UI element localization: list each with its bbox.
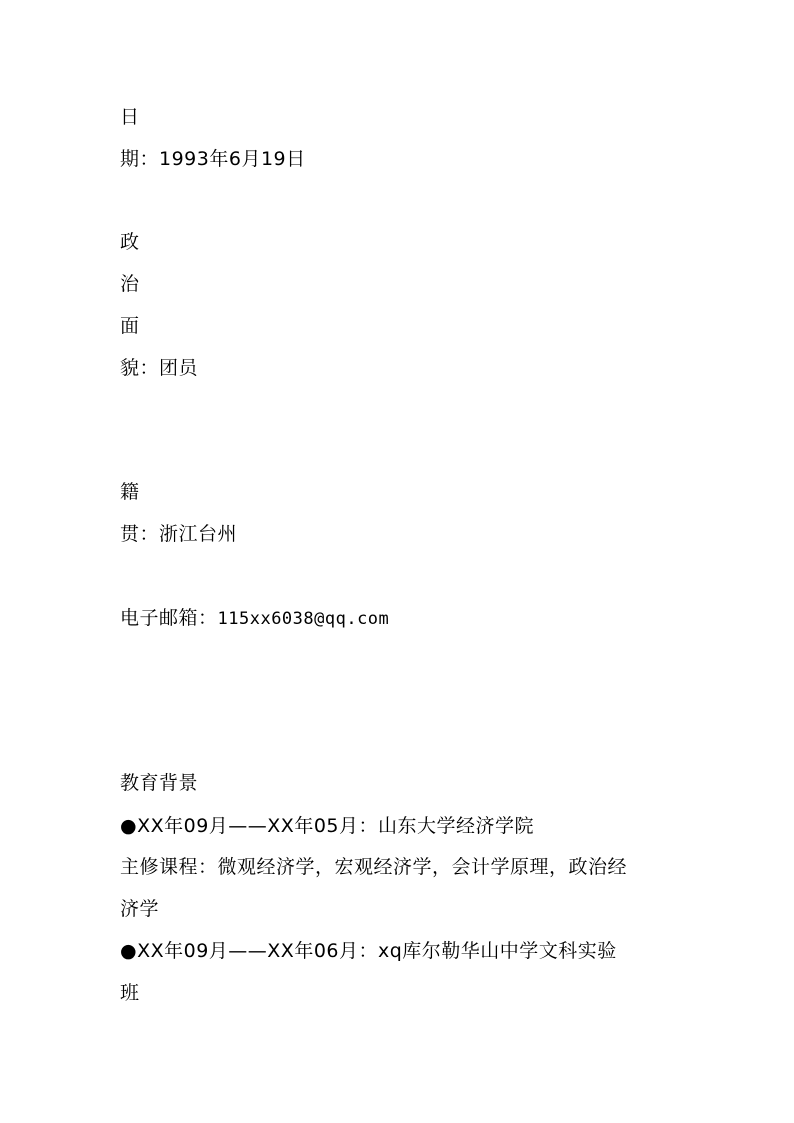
- education-item-2-line-1: ●XX年09月——XX年06月：xq库尔勒华山中学文科实验: [120, 940, 617, 962]
- politics-label-char-3: 面: [120, 315, 140, 337]
- hometown-label-char: 籍: [120, 481, 140, 503]
- politics-status-line: 貌：团员: [120, 357, 199, 379]
- education-courses-line-2: 济学: [120, 898, 160, 920]
- politics-label-char-1: 政: [120, 231, 140, 253]
- education-item-2-line-2: 班: [120, 982, 140, 1004]
- politics-label-char-2: 治: [120, 273, 140, 295]
- email-line: [120, 606, 389, 631]
- birth-label-char: 日: [120, 106, 140, 128]
- education-courses-line-1: 主修课程：微观经济学，宏观经济学，会计学原理，政治经: [120, 856, 628, 878]
- birth-date-line: 期：1993年6月19日: [120, 148, 306, 170]
- education-heading: 教育背景: [120, 772, 199, 794]
- hometown-line: 贯：浙江台州: [120, 523, 238, 545]
- email-label: 电子邮箱：: [120, 607, 218, 629]
- email-value: 115xx6038@qq.com: [217, 609, 390, 629]
- education-item-1: ●XX年09月——XX年05月：山东大学经济学院: [120, 815, 534, 837]
